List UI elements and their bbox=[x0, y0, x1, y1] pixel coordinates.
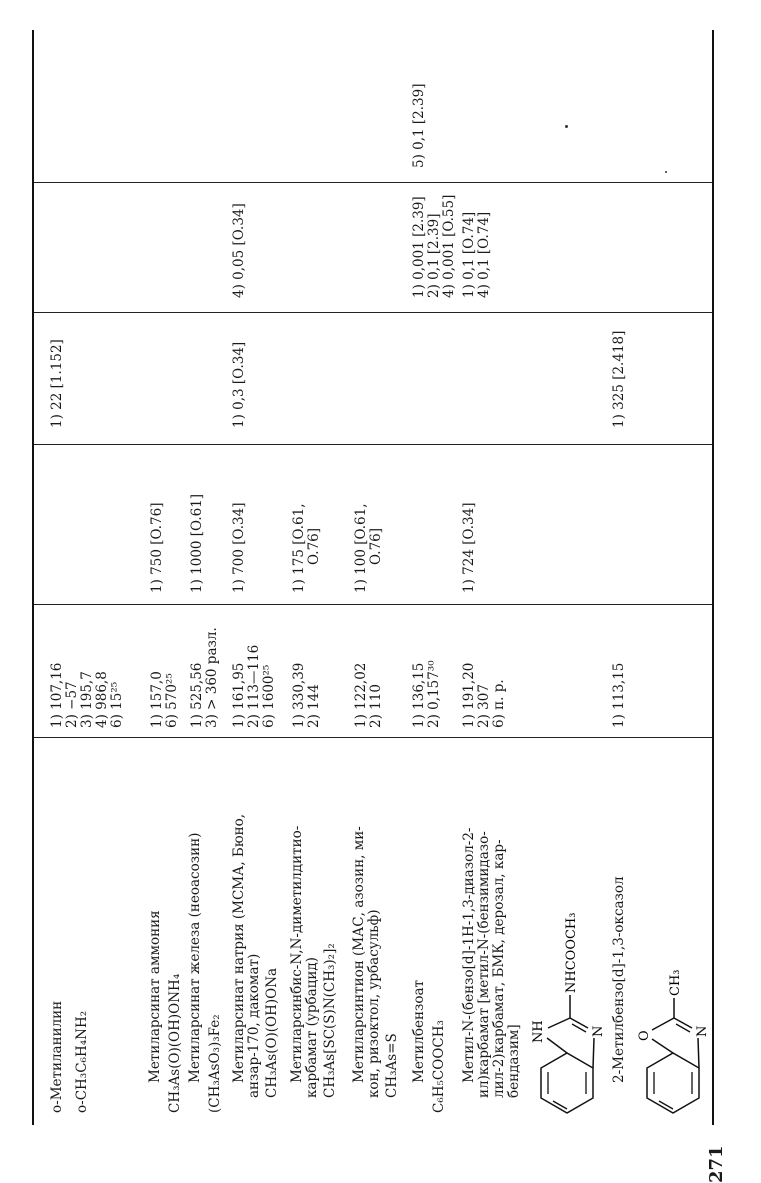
structure-label-n: N bbox=[591, 1025, 606, 1037]
properties-cell: 1) 157,0 6) 570²⁵ bbox=[149, 671, 180, 728]
toxicity-cell: 1) 0,3 [O.34] bbox=[231, 341, 247, 428]
compound-name: Метиларсинат железа (неоасозин) bbox=[187, 832, 203, 1083]
structure-label-nh: NH bbox=[531, 1020, 546, 1043]
toxicity-cell: 1) 22 [1.152] bbox=[49, 339, 65, 428]
methylbenzoxazole-structure bbox=[628, 923, 710, 1123]
concentration-cell: 4) 0,05 [O.34] bbox=[231, 203, 247, 298]
properties-cell: 1) 113,15 bbox=[611, 662, 627, 728]
compound-formula: (CH₃AsO₃)₃Fe₂ bbox=[207, 1014, 223, 1113]
toxicity-cell: 1) 100 [O.61, O.76] bbox=[353, 503, 384, 593]
properties-cell: 1) 161,95 2) 113—116 6) 1600²⁵ bbox=[231, 644, 277, 728]
structure-label-substituent: CH₃ bbox=[668, 969, 683, 996]
speck bbox=[665, 171, 667, 173]
properties-cell: 1) 122,02 2) 110 bbox=[353, 662, 384, 728]
toxicity-cell: 1) 325 [2.418] bbox=[611, 330, 627, 428]
column-divider bbox=[34, 604, 712, 605]
column-divider bbox=[34, 312, 712, 313]
page-number: 271 bbox=[706, 1145, 727, 1183]
compound-name: Метиларсинат натрия (МСМА, Бюно, анзар-170, дакомат) CH₃As(O)(OH)ONa bbox=[231, 813, 280, 1098]
table-top-rule bbox=[32, 30, 34, 1125]
column-divider bbox=[34, 182, 712, 183]
benzimidazole-carbamate-structure bbox=[522, 843, 612, 1123]
compound-name: Метиларсинат аммония bbox=[147, 910, 163, 1083]
speck bbox=[565, 125, 568, 128]
properties-cell: 1) 191,20 2) 307 6) п. р. bbox=[461, 662, 507, 728]
concentration-cell: 5) 0,1 [2.39] bbox=[411, 83, 427, 168]
toxicity-cell: 1) 175 [O.61, O.76] bbox=[291, 503, 322, 593]
toxicity-cell: 1) 750 [O.76] bbox=[149, 502, 165, 593]
properties-cell: 1) 525,56 3) > 360 разл. bbox=[189, 627, 220, 728]
properties-cell: 1) 107,16 2) −57 3) 195,7 4) 986,8 6) 15²⁵ bbox=[49, 662, 125, 728]
compound-formula: C₆H₅COOCH₃ bbox=[431, 1020, 447, 1113]
compound-name: Метиларсинтион (МАС, азозин, ми- кон, ризоктол, урбасульф) CH₃As=S bbox=[351, 826, 400, 1098]
concentration-cell: 1) 0,1 [O.74] 4) 0,1 [O.74] bbox=[461, 211, 492, 298]
compound-name: 2-Метилбензо[d]-1,3-оксазол bbox=[611, 876, 627, 1083]
compound-name: Метилбензоат bbox=[411, 980, 427, 1083]
toxicity-cell: 1) 1000 [O.61] bbox=[189, 493, 205, 593]
table-bottom-rule bbox=[712, 30, 714, 1125]
structure-label-o: O bbox=[637, 1030, 652, 1041]
column-divider bbox=[34, 737, 712, 738]
compound-formula: CH₃As(O)(OH)ONH₄ bbox=[167, 973, 183, 1113]
compound-name: Метиларсинбис-N,N-диметилдитио- карбамат (урбацид) CH₃As[SC(S)N(CH₃)₂]₂ bbox=[289, 825, 338, 1098]
properties-cell: 1) 330,39 2) 144 bbox=[291, 662, 322, 728]
structure-label-n: N bbox=[695, 1025, 710, 1037]
toxicity-cell: 1) 700 [O.34] bbox=[231, 502, 247, 593]
column-divider bbox=[34, 444, 712, 445]
properties-cell: 1) 136,15 2) 0,157³⁰ bbox=[411, 660, 442, 728]
concentration-cell: 1) 0,001 [2.39] 2) 0,1 [2.39] 4) 0,001 [O.55] bbox=[411, 194, 457, 298]
compound-name: Метил-N-(бензо[d]-1H-1,3-диазол-2- ил)карбамат [метил-N-(бензимидазо- лил-2)карбамат, БМК, дерозал, кар- бендазим] bbox=[461, 827, 522, 1098]
structure-label-substituent: NHCOOCH₃ bbox=[564, 912, 579, 993]
compound-name: о-Метиланилин о-CH₃C₆H₄NH₂ bbox=[49, 1000, 90, 1113]
toxicity-cell: 1) 724 [O.34] bbox=[461, 502, 477, 593]
